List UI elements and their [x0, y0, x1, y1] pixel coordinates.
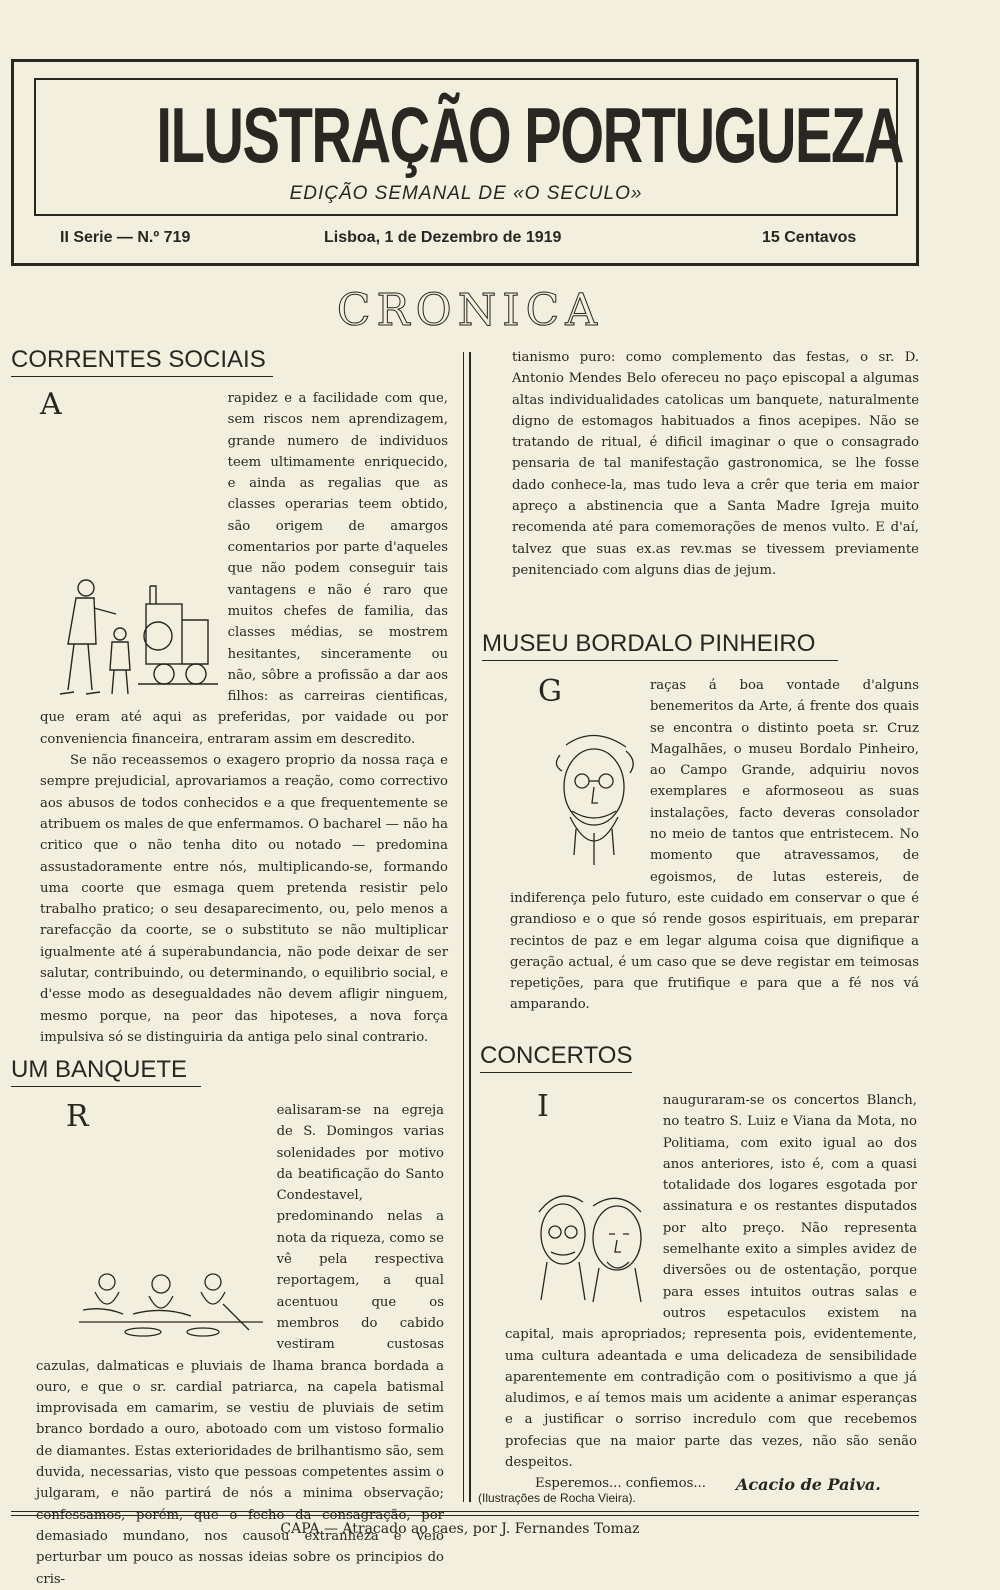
heading-correntes-sociais: CORRENTES SOCIAIS	[11, 346, 273, 377]
article-um-banquete-continued	[512, 347, 919, 625]
bordalo-portrait-icon	[546, 725, 642, 885]
paragraph-banquete-2: tianismo puro: como complemento das festas, o sr. D. Antonio Mendes Belo ofereceu no paço episcopal a algumas altas individualidades catolicas um banquete, naturalmente digno de estomagos habituados a finos acepipes. Não se tratando de ritual, é dificil imaginar o que o consagrado pensaria de tal manifestação gastronomica, se lhe fosse dado conhece-la, mas tudo leva a crêr que teria em maior apreço a abstinencia que a Santa Madre Igreja muito recomenda até para comemorações de menos vulto. E d'aí, talvez que suas ex.as rev.mas se tivessem previamente penitenciado com alguns dias de jejum.	[512, 350, 919, 578]
section-title: CRONICA	[336, 285, 604, 336]
father-son-drawing-icon	[38, 574, 220, 704]
column-divider	[463, 352, 464, 1502]
heading-um-banquete: UM BANQUETE	[11, 1056, 201, 1087]
banquet-drawing-icon	[73, 1270, 269, 1344]
illustration-banquet-clergy	[73, 1270, 269, 1344]
cover-caption: CAPA — Atracado ao caes, por J. Fernandes Tomaz	[280, 1521, 640, 1537]
illustration-father-son-locomotive	[38, 574, 220, 704]
illustration-credits: (Ilustrações de Rocha Vieira).	[478, 1491, 636, 1505]
heading-concertos: CONCERTOS	[480, 1042, 632, 1073]
publication-title: ILUSTRAÇÃO PORTUGUEZA	[156, 91, 904, 179]
paragraph-concertos-1: nauguraram-se os concertos Blanch, no teatro S. Luiz e Viana da Mota, no Politiama, com exito igual ao dos anos anteriores, isto é, com a quasi totalidade dos logares esgotada por assinatura e os restantes disputados por alto preço. Não representa semelhante exito a simples avidez de diversões ou de ostentação, porque para esses intuitos outras salas e outros espetaculos existem na capital, mais apropriados; representa pois, evidentemente, uma cultura adeantada e uma delicadeza de sensibilidade aparentemente em contradição com o positivismo a que já aludimos, e aí temos mais um acidente a animar esperanças e a justificar o sorriso incredulo com que recebemos profecias que na maior parte das vezes, não são senão despeitos.	[505, 1093, 917, 1471]
musicians-portrait-icon	[529, 1182, 655, 1306]
author-signature: Acacio de Paiva.	[736, 1475, 881, 1494]
masthead	[11, 59, 919, 266]
footer-rule	[11, 1511, 919, 1512]
drop-cap: A	[40, 387, 62, 422]
drop-cap: R	[66, 1099, 89, 1134]
paragraph-correntes-2: Se não receassemos o exagero proprio da nossa raça e sempre prejudicial, aprovariamos a reação, como correctivo aos abusos de todos conhecidos e a que frequentemente se atribuem os males de que enfermamos. O bacharel — não ha critico que o não tenha dito ou notado — predomina assustadoramente entre nós, multiplicando-se, formando uma coorte que esmaga quem pretenda resistir pelo trabalho pratico; o seu desaparecimento, ou, pelo menos a rarefacção da coorte, se o substituto se não multiplicar igualmente até á superabundancia, não pode deixar de ser salutar, contribuindo, ou determinando, o equilibrio social, e d'esse modo as desegualdades não devem afligir ninguem, mesmo porque, na peor das hipoteses, a nova força impulsiva só se distinguiria da antiga pelo sinal contrario.	[40, 753, 448, 1045]
issue-price: 15 Centavos	[762, 229, 857, 246]
drop-cap: G	[538, 674, 562, 709]
illustration-bordalo-portrait	[546, 725, 642, 885]
publication-subtitle: EDIÇÃO SEMANAL DE «O SECULO»	[289, 183, 643, 204]
footer-rule-2	[11, 1515, 919, 1516]
article-museu-bordalo-pinheiro	[510, 675, 919, 1037]
article-correntes-sociais	[40, 388, 448, 1048]
paragraph-correntes-1: rapidez e a facilidade com que, sem riscos nem aprendizagem, grande numero de individuos teem ultimamente enriquecido, e ainda as regalias que as classes operarias teem obtido, são origem de amargos comentarios por parte d'aqueles que não podem conseguir tais vantagens e não é raro que muitos chefes de familia, das classes médias, se mostrem hesitantes, sinceramente ou não, sôbre a profissão a dar aos filhos: as carreiras cientificas, que eram até aqui as preferidas, por vaidade ou por conveniencia financeira, entraram assim em descredito.	[40, 391, 448, 747]
heading-museu-bordalo-pinheiro: MUSEU BORDALO PINHEIRO	[482, 630, 838, 661]
article-um-banquete	[36, 1099, 444, 1587]
illustration-musicians-portrait	[529, 1182, 655, 1306]
paragraph-banquete-1: ealisaram-se na egreja de S. Domingos varias solenidades por motivo da beatificação do Santo Condestavel, predominando nelas a nota da riqueza, como se vê pela respectiva reportagem, a qual acentuou que os membros do cabido vestiram custosas cazulas, dalmaticas e pluviais de lhama branca bordada a ouro, e que o sr. cardial patriarca, na capela batismal improvisada em camarim, se vestiu de pluviais de setim branco bordado a ouro, abotoado com um vistoso formalio de diamantes. Estas exterioridades de brilhantismo são, sem duvida, necessarias, visto que pessoas competentes assim o julgaram, e não partirá de nós a minima observação; confessamos, porém, que o fecho da consagração, por demasiado mundano, nos causou extranheza e veio perturbar um pouco as nossas ideias sobre os principios do cris-	[36, 1103, 444, 1587]
paragraph-concertos-2: Esperemos... confiemos...	[535, 1476, 706, 1492]
paragraph-museu-1: raças á boa vontade d'alguns benemeritos da Arte, á frente dos quais se encontra o distinto poeta sr. Cruz Magalhães, o museu Bordalo Pinheiro, ao Campo Grande, adquiriu novos exemplares e aformoseou as suas instalações, facto deveras consolador no meio de tantos que entristecem. No momento que atravessamos, de egoismos, de lutas estereis, de indiferença pelo futuro, este cuidado em conservar o que é grandioso e o que só rende gosos espirituais, em preparar recintos de paz e em legar alguma coisa que dignifique a geração actual, é um caso que se deve registar em teimosas repetições, para que frutifique e para que a fé nos vá amparando.	[510, 678, 919, 1013]
issue-date: Lisboa, 1 de Dezembro de 1919	[324, 229, 562, 246]
issue-series: II Serie — N.º 719	[60, 229, 191, 246]
column-divider-2	[469, 352, 471, 1502]
drop-cap: I	[537, 1089, 549, 1124]
masthead-title-box	[34, 78, 904, 216]
